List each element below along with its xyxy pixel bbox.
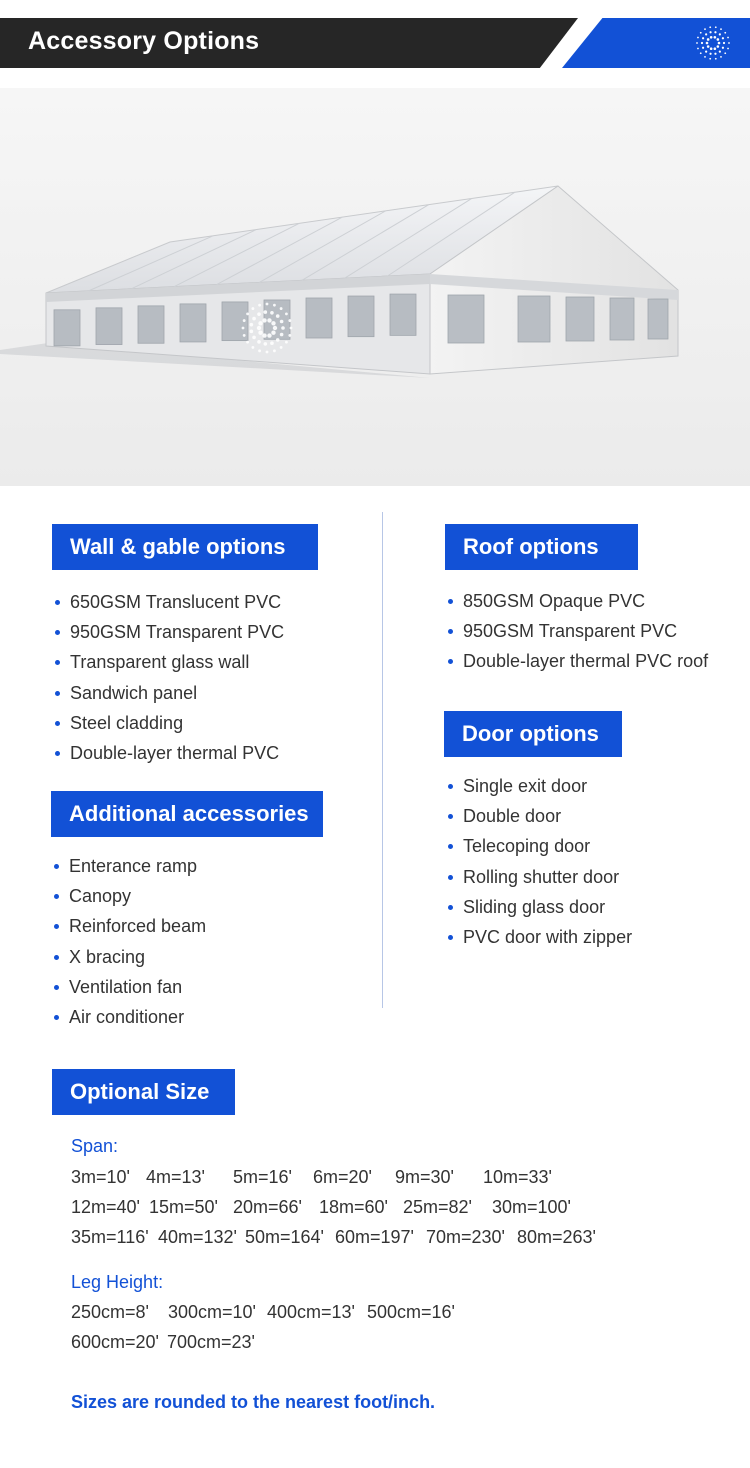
additional-list: [51, 851, 206, 1032]
sunburst-logo-icon: [696, 26, 730, 60]
size-value: 30m=100': [492, 1197, 571, 1217]
size-value: 60m=197': [335, 1227, 414, 1247]
option-item: 950GSM Transparent PVC: [52, 617, 284, 647]
roof-heading: Roof options: [445, 524, 638, 570]
size-value: 25m=82': [403, 1197, 472, 1217]
span-label: Span:: [71, 1136, 119, 1156]
option-item: Sliding glass door: [445, 892, 632, 922]
size-value: 50m=164': [245, 1227, 324, 1247]
size-value: 4m=13': [146, 1167, 205, 1187]
additional-heading: Additional accessories: [51, 791, 323, 837]
rounding-note: Sizes are rounded to the nearest foot/inch.: [71, 1392, 436, 1412]
option-item: 650GSM Translucent PVC: [52, 587, 284, 617]
wall-gable-list: [52, 587, 284, 768]
size-value: 18m=60': [319, 1197, 388, 1217]
option-item: Reinforced beam: [51, 911, 206, 941]
size-value: 250cm=8': [71, 1302, 149, 1322]
option-item: Air conditioner: [51, 1002, 206, 1032]
option-item: Enterance ramp: [51, 851, 206, 881]
size-value: 600cm=20': [71, 1332, 159, 1352]
leg-height-label: Leg Height:: [71, 1272, 164, 1292]
size-value: 20m=66': [233, 1197, 302, 1217]
size-value: 300cm=10': [168, 1302, 256, 1322]
size-value: 700cm=23': [167, 1332, 255, 1352]
door-heading: Door options: [444, 711, 622, 757]
column-divider: [382, 512, 383, 1008]
option-item: Canopy: [51, 881, 206, 911]
size-value: 10m=33': [483, 1167, 552, 1187]
option-item: Double-layer thermal PVC: [52, 738, 284, 768]
option-item: Transparent glass wall: [52, 647, 284, 677]
option-item: 950GSM Transparent PVC: [445, 616, 708, 646]
size-value: 5m=16': [233, 1167, 292, 1187]
tent-photo: [0, 88, 750, 486]
header-banner: [0, 18, 750, 68]
option-item: Steel cladding: [52, 708, 284, 738]
size-value: 3m=10': [71, 1167, 130, 1187]
page-title: Accessory Options: [28, 27, 260, 55]
door-list: [445, 771, 632, 952]
wall-gable-heading: Wall & gable options: [52, 524, 318, 570]
size-value: 15m=50': [149, 1197, 218, 1217]
size-value: 500cm=16': [367, 1302, 455, 1322]
size-value: 40m=132': [158, 1227, 237, 1247]
size-value: 400cm=13': [267, 1302, 355, 1322]
option-item: Double door: [445, 801, 632, 831]
option-item: Single exit door: [445, 771, 632, 801]
option-item: Double-layer thermal PVC roof: [445, 646, 708, 676]
option-item: Ventilation fan: [51, 972, 206, 1002]
roof-list: [445, 586, 708, 677]
option-item: Sandwich panel: [52, 678, 284, 708]
size-value: 70m=230': [426, 1227, 505, 1247]
size-value: 9m=30': [395, 1167, 454, 1187]
option-item: Telecoping door: [445, 831, 632, 861]
option-item: Rolling shutter door: [445, 862, 632, 892]
optional-size-heading: Optional Size: [52, 1069, 235, 1115]
size-value: 80m=263': [517, 1227, 596, 1247]
option-item: PVC door with zipper: [445, 922, 632, 952]
size-value: 12m=40': [71, 1197, 140, 1217]
size-value: 6m=20': [313, 1167, 372, 1187]
option-item: 850GSM Opaque PVC: [445, 586, 708, 616]
size-value: 35m=116': [71, 1227, 149, 1247]
option-item: X bracing: [51, 942, 206, 972]
